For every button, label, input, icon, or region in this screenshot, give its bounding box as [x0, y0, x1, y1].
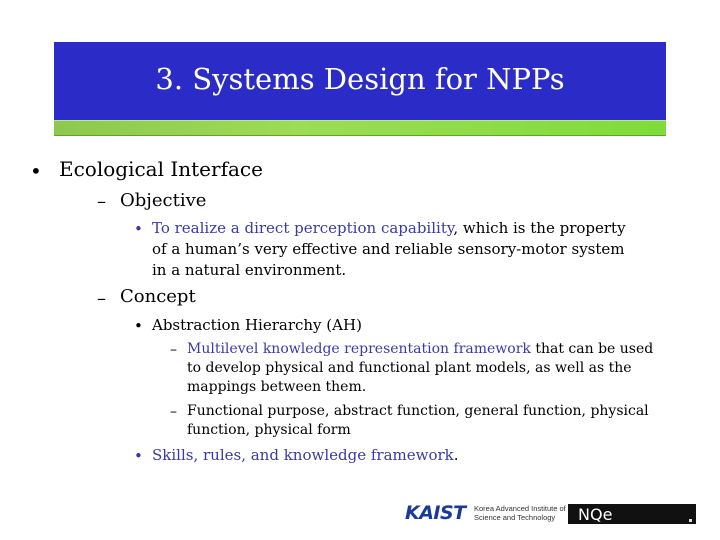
srk-rest: . [453, 446, 459, 464]
dash-icon: – [97, 288, 106, 309]
bullet-dot-icon: • [134, 220, 143, 238]
objective-line-3: in a natural environment. [152, 261, 347, 279]
objective-highlight: To realize a direct perception capability [152, 219, 454, 237]
institute-name [474, 504, 566, 522]
srk-highlight: Skills, rules, and knowledge framework [152, 446, 454, 464]
kaist-logo [405, 502, 465, 524]
institute-line-2: Science and Technology [474, 513, 556, 522]
multilevel-rest: that can be used [530, 341, 654, 357]
multilevel-line-1 [187, 341, 653, 357]
slide-title: 3. Systems Design for NPPs [155, 62, 565, 96]
institute-line-1: Korea Advanced Institute of [474, 504, 566, 513]
objective-line-2: of a human’s very effective and reliable sensory-motor system [152, 240, 625, 258]
subheading-objective: Objective [120, 190, 207, 211]
bullet-dot-icon: • [30, 159, 42, 183]
kaist-logo-text: KAIST [405, 502, 466, 524]
functional-line-1: Functional purpose, abstract function, general function, physical [187, 403, 649, 419]
nqe-logo-text: NQe [578, 504, 613, 524]
subheading-concept: Concept [120, 286, 196, 307]
bullet-dot-icon: • [134, 447, 143, 465]
multilevel-line-3: mappings between them. [187, 379, 367, 395]
bullet-dot-icon: • [134, 317, 143, 335]
dash-icon: – [170, 404, 177, 420]
multilevel-line-2: to develop physical and functional plant models, as well as the [187, 360, 632, 376]
item-srk-framework [152, 446, 459, 464]
objective-line-1 [152, 219, 626, 237]
item-abstraction-hierarchy: Abstraction Hierarchy (AH) [152, 316, 362, 334]
heading-ecological-interface: Ecological Interface [59, 157, 263, 181]
corner-dot [689, 519, 692, 522]
multilevel-highlight: Multilevel knowledge representation framework [187, 341, 531, 357]
dash-icon: – [97, 191, 106, 212]
nqe-logo [568, 504, 696, 524]
dash-icon: – [170, 342, 177, 358]
functional-line-2: function, physical form [187, 422, 351, 438]
objective-rest: , which is the property [453, 219, 626, 237]
